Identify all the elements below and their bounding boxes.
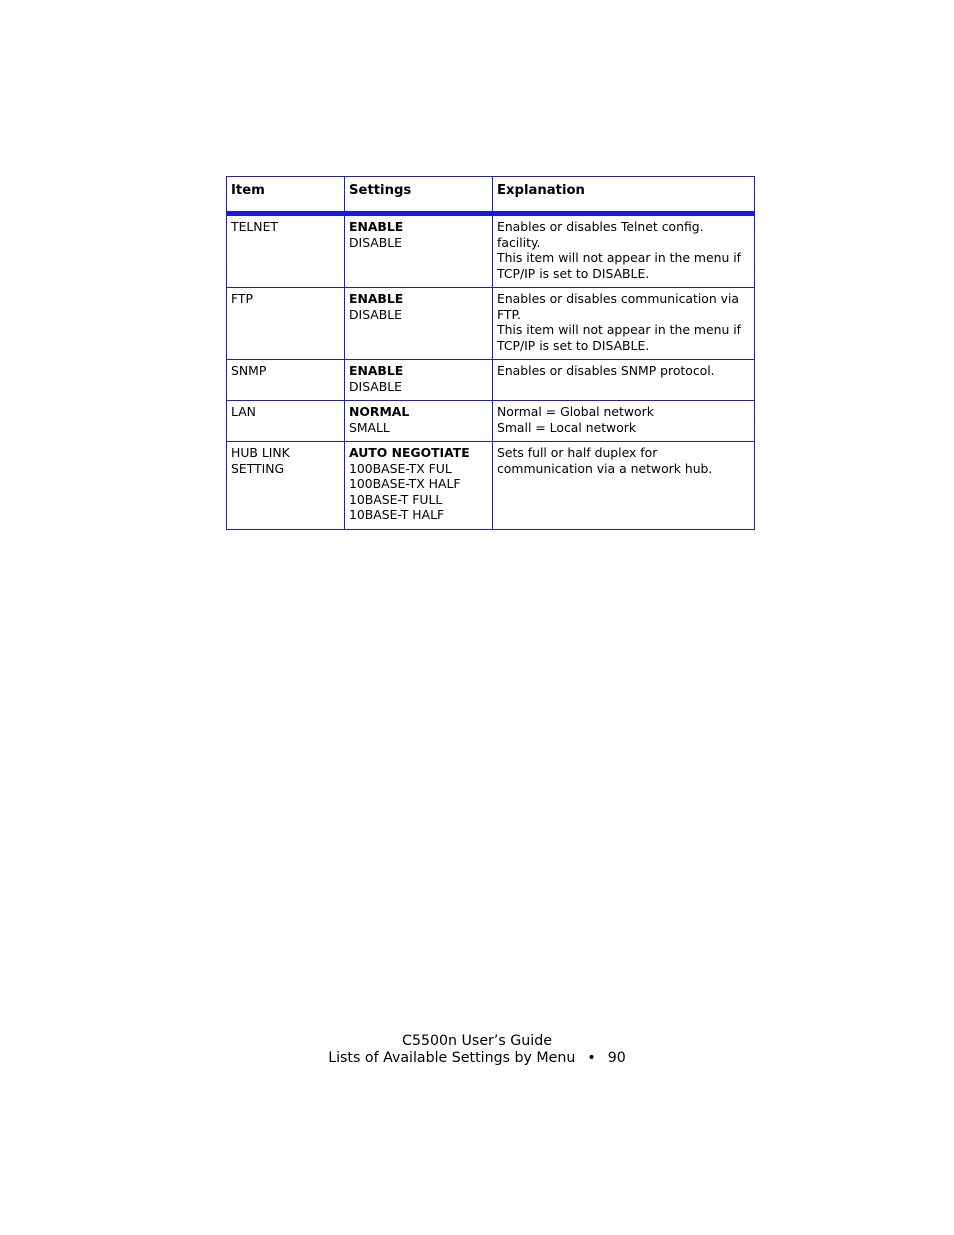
explanation-line: facility. [497, 234, 541, 250]
default-setting: AUTO NEGOTIATE [349, 445, 470, 460]
table-row [227, 214, 755, 288]
explanation-line: Small = Local network [497, 419, 637, 435]
explanation-line: Enables or disables communication via [497, 291, 740, 306]
cell-item [227, 442, 345, 530]
cell-explanation [493, 360, 755, 401]
default-setting: ENABLE [349, 219, 404, 234]
setting-option: DISABLE [349, 378, 402, 394]
setting-option: DISABLE [349, 234, 402, 250]
cell-item [227, 401, 345, 442]
header-settings: Settings [345, 177, 493, 214]
item-name: SNMP [231, 363, 267, 378]
explanation-line: This item will not appear in the menu if [497, 322, 742, 337]
item-name: SETTING [231, 460, 285, 476]
explanation-line: communication via a network hub. [497, 460, 713, 476]
cell-settings [345, 401, 493, 442]
default-setting: NORMAL [349, 404, 410, 419]
default-setting: ENABLE [349, 363, 404, 378]
settings-table [226, 176, 755, 530]
setting-option: 100BASE-TX FUL [349, 460, 452, 476]
explanation-line: Enables or disables Telnet config. [497, 219, 704, 234]
cell-settings [345, 214, 493, 288]
default-setting: ENABLE [349, 291, 404, 306]
page-number: 90 [607, 1050, 626, 1066]
item-name: LAN [231, 404, 256, 419]
cell-item [227, 360, 345, 401]
cell-explanation [493, 288, 755, 360]
item-name: TELNET [231, 219, 278, 234]
setting-option: SMALL [349, 419, 390, 435]
setting-option: 100BASE-TX HALF [349, 476, 461, 491]
setting-option: 10BASE-T HALF [349, 507, 445, 522]
explanation-line: TCP/IP is set to DISABLE. [497, 265, 650, 281]
footer-section-line [0, 1050, 954, 1067]
cell-item [227, 288, 345, 360]
cell-explanation [493, 214, 755, 288]
header-explanation: Explanation [493, 177, 755, 214]
footer-section-name: Lists of Available Settings by Menu [328, 1050, 576, 1066]
cell-explanation [493, 401, 755, 442]
item-name: FTP [231, 291, 253, 306]
explanation-line: Normal = Global network [497, 404, 654, 419]
header-item: Item [227, 177, 345, 214]
table-row [227, 401, 755, 442]
table-row [227, 442, 755, 530]
footer-guide-title: C5500n User’s Guide [402, 1033, 552, 1049]
cell-settings [345, 360, 493, 401]
explanation-line: Sets full or half duplex for [497, 445, 658, 460]
explanation-line: FTP. [497, 306, 521, 322]
setting-option: DISABLE [349, 306, 402, 322]
explanation-line: TCP/IP is set to DISABLE. [497, 337, 650, 353]
explanation-line: This item will not appear in the menu if [497, 250, 742, 265]
cell-item [227, 214, 345, 288]
table-header-row [227, 177, 755, 214]
setting-option: 10BASE-T FULL [349, 491, 443, 507]
cell-explanation [493, 442, 755, 530]
table-row [227, 360, 755, 401]
item-name: HUB LINK [231, 445, 290, 460]
cell-settings [345, 288, 493, 360]
cell-settings [345, 442, 493, 530]
table-row [227, 288, 755, 360]
explanation-line: Enables or disables SNMP protocol. [497, 363, 715, 378]
footer-bullet: • [587, 1050, 596, 1066]
